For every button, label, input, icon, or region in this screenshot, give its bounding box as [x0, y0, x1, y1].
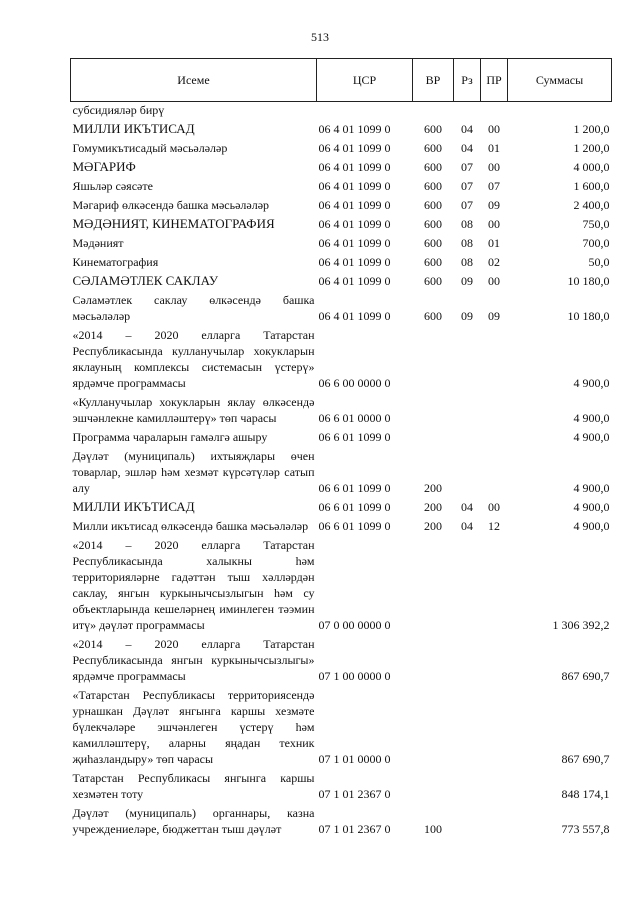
row-amount: 2 400,0 [573, 198, 610, 212]
row-csr: 06 6 01 0000 0 [318, 411, 391, 425]
row-pr [481, 327, 508, 394]
row-amount: 1 200,0 [573, 122, 610, 136]
row-rz [454, 636, 481, 687]
row-csr [317, 102, 413, 122]
table-row [71, 159, 612, 178]
row-rz: 08 [461, 255, 473, 269]
row-name: СӘЛАМӘТЛЕК САКЛАУ [72, 273, 219, 288]
row-name: Яшьләр сәясәте [72, 179, 153, 193]
row-pr [481, 636, 508, 687]
table-row [71, 636, 612, 687]
row-pr: 01 [488, 236, 500, 250]
row-rz: 08 [461, 236, 473, 250]
table-row [71, 102, 612, 122]
row-amount: 4 900,0 [573, 519, 610, 533]
row-name: Программа чараларын гамәлгә ашыру [72, 430, 268, 444]
row-rz [454, 102, 481, 122]
row-amount: 50,0 [588, 255, 610, 269]
row-pr: 01 [488, 141, 500, 155]
row-pr [481, 805, 508, 840]
row-vr: 600 [424, 309, 442, 323]
row-rz: 04 [461, 141, 473, 155]
header-rz: Рз [454, 59, 481, 102]
table-header-row [71, 59, 612, 102]
row-amount: 4 900,0 [573, 481, 610, 495]
budget-table [70, 58, 612, 840]
row-name: Татарстан Республикасы янгынга каршы хезмәтен тоту [72, 771, 315, 801]
row-rz: 08 [461, 217, 473, 231]
row-vr: 600 [424, 217, 442, 231]
row-rz [454, 770, 481, 805]
row-rz [454, 429, 481, 448]
row-csr: 06 4 01 1099 0 [318, 179, 391, 193]
row-name: «2014 – 2020 елларга Татарстан Республикасында халыкны һәм территорияләрне гадәттән тыш хәлләрдән саклау, янгын куркынычсызлыгын һәм су объектларында кешеләрнең иминлеген тәэмин итү» дәүләт программасы [72, 538, 315, 632]
row-csr: 06 4 01 1099 0 [318, 141, 391, 155]
row-amount: 4 000,0 [573, 160, 610, 174]
row-vr: 600 [424, 255, 442, 269]
row-csr: 06 6 01 1099 0 [318, 519, 391, 533]
row-rz: 04 [461, 122, 473, 136]
row-rz: 09 [461, 309, 473, 323]
row-vr [413, 636, 454, 687]
row-rz: 04 [461, 519, 473, 533]
row-vr [413, 394, 454, 429]
row-csr: 06 4 01 1099 0 [318, 274, 391, 288]
row-vr: 600 [424, 141, 442, 155]
table-row [71, 770, 612, 805]
row-csr: 06 4 01 1099 0 [318, 309, 391, 323]
table-row [71, 537, 612, 636]
row-amount: 4 900,0 [573, 411, 610, 425]
row-csr: 06 4 01 1099 0 [318, 160, 391, 174]
row-name: Кинематография [72, 255, 159, 269]
row-name: Мәгариф өлкәсендә башка мәсьәләләр [72, 198, 270, 212]
row-rz [454, 805, 481, 840]
header-vr: ВР [413, 59, 454, 102]
row-name: Мәдәният [72, 236, 124, 250]
row-rz [454, 687, 481, 770]
row-pr: 09 [488, 309, 500, 323]
row-rz [454, 394, 481, 429]
row-pr: 12 [488, 519, 500, 533]
row-vr [413, 770, 454, 805]
row-name: «2014 – 2020 елларга Татарстан Республикасында кулланучылар хокукларын яклауның комплексы системасын үстерү» ярдәмче программасы [72, 328, 315, 390]
row-rz: 07 [461, 160, 473, 174]
header-csr: ЦСР [317, 59, 413, 102]
row-pr: 00 [488, 160, 500, 174]
row-amount: 867 690,7 [561, 669, 610, 683]
row-vr [413, 687, 454, 770]
row-amount [508, 102, 612, 122]
row-vr: 600 [424, 122, 442, 136]
table-row [71, 394, 612, 429]
row-vr: 600 [424, 160, 442, 174]
row-csr: 06 6 01 1099 0 [318, 430, 391, 444]
table-row [71, 292, 612, 327]
table-row [71, 687, 612, 770]
row-pr [481, 448, 508, 499]
row-vr: 200 [424, 500, 442, 514]
row-csr: 07 1 01 2367 0 [318, 822, 391, 836]
row-amount: 1 306 392,2 [552, 618, 610, 632]
table-row [71, 327, 612, 394]
row-pr: 00 [488, 217, 500, 231]
row-csr: 07 1 01 0000 0 [318, 752, 391, 766]
table-row [71, 273, 612, 292]
row-amount: 10 180,0 [567, 309, 610, 323]
row-vr: 600 [424, 198, 442, 212]
row-rz: 07 [461, 198, 473, 212]
row-rz: 09 [461, 274, 473, 288]
row-name: МӘДӘНИЯТ, КИНЕМАТОГРАФИЯ [72, 216, 275, 231]
row-name: «Кулланучылар хокукларын яклау өлкәсендә эшчәнлекне камилләштерү» төп чарасы [72, 395, 315, 425]
table-row [71, 178, 612, 197]
row-pr: 02 [488, 255, 500, 269]
row-name: Сәламәтлек саклау өлкәсендә башка мәсьәләләр [72, 293, 315, 323]
row-rz: 07 [461, 179, 473, 193]
row-amount: 867 690,7 [561, 752, 610, 766]
row-amount: 773 557,8 [561, 822, 610, 836]
row-pr [481, 429, 508, 448]
row-csr: 06 6 01 1099 0 [318, 500, 391, 514]
table-row [71, 805, 612, 840]
header-amount: Суммасы [508, 59, 612, 102]
row-csr: 06 4 01 1099 0 [318, 217, 391, 231]
row-csr: 07 1 00 0000 0 [318, 669, 391, 683]
row-pr [481, 102, 508, 122]
row-pr [481, 770, 508, 805]
row-csr: 07 1 01 2367 0 [318, 787, 391, 801]
row-amount: 1 200,0 [573, 141, 610, 155]
row-rz [454, 448, 481, 499]
row-name: «2014 – 2020 елларга Татарстан Республикасында янгын куркынычсызлыгы» ярдәмче программасы [72, 637, 315, 683]
row-name: Милли икътисад өлкәсендә башка мәсьәләләр [72, 519, 309, 533]
row-pr: 09 [488, 198, 500, 212]
row-pr: 07 [488, 179, 500, 193]
row-vr: 200 [424, 519, 442, 533]
row-csr: 06 4 01 1099 0 [318, 198, 391, 212]
row-vr [413, 429, 454, 448]
table-row [71, 448, 612, 499]
table-body [71, 102, 612, 841]
row-pr: 00 [488, 500, 500, 514]
row-rz [454, 537, 481, 636]
table-row [71, 121, 612, 140]
row-pr: 00 [488, 274, 500, 288]
table-row [71, 197, 612, 216]
row-csr: 07 0 00 0000 0 [318, 618, 391, 632]
row-csr: 06 4 01 1099 0 [318, 122, 391, 136]
row-rz [454, 327, 481, 394]
row-pr [481, 687, 508, 770]
row-name: Дәүләт (муниципаль) ихтыяҗлары өчен товарлар, эшләр һәм хезмәт күрсәтүләр сатып алу [72, 449, 315, 495]
table-row [71, 429, 612, 448]
row-name: МӘГАРИФ [72, 159, 136, 174]
row-name: МИЛЛИ ИКЪТИСАД [72, 121, 195, 136]
row-vr [413, 537, 454, 636]
row-amount: 1 600,0 [573, 179, 610, 193]
row-amount: 700,0 [582, 236, 610, 250]
table-row [71, 216, 612, 235]
row-amount: 4 900,0 [573, 430, 610, 444]
row-name: субсидияләр бирү [72, 103, 165, 117]
row-csr: 06 4 01 1099 0 [318, 236, 391, 250]
row-name: Гомумикътисадый мәсьәләләр [72, 141, 228, 155]
row-vr [413, 327, 454, 394]
table-row [71, 140, 612, 159]
page-number: 513 [311, 30, 329, 44]
row-vr: 600 [424, 236, 442, 250]
row-csr: 06 6 01 1099 0 [318, 481, 391, 495]
table-row [71, 518, 612, 537]
table-row [71, 499, 612, 518]
row-vr: 600 [424, 179, 442, 193]
table-row [71, 235, 612, 254]
row-vr [413, 102, 454, 122]
row-amount: 4 900,0 [573, 500, 610, 514]
row-amount: 4 900,0 [573, 376, 610, 390]
header-name: Исеме [71, 59, 317, 102]
row-vr: 600 [424, 274, 442, 288]
row-pr: 00 [488, 122, 500, 136]
row-pr [481, 394, 508, 429]
row-vr: 100 [424, 822, 442, 836]
row-pr [481, 537, 508, 636]
row-name: МИЛЛИ ИКЪТИСАД [72, 499, 195, 514]
row-amount: 848 174,1 [561, 787, 610, 801]
row-csr: 06 4 01 1099 0 [318, 255, 391, 269]
header-pr: ПР [481, 59, 508, 102]
row-amount: 10 180,0 [567, 274, 610, 288]
row-vr: 200 [424, 481, 442, 495]
row-name: «Татарстан Республикасы территориясендә урнашкан Дәүләт янгынга каршы хезмәте бүлекчәләре эшчәнлеген үстерү һәм камилләштерү, аларны яңадан техник җиһазландыру» төп чарасы [72, 688, 315, 766]
row-name: Дәүләт (муниципаль) органнары, казна учреждениеләре, бюджеттан тыш дәүләт [72, 806, 315, 836]
row-amount: 750,0 [582, 217, 610, 231]
row-rz: 04 [461, 500, 473, 514]
row-csr: 06 6 00 0000 0 [318, 376, 391, 390]
table-row [71, 254, 612, 273]
